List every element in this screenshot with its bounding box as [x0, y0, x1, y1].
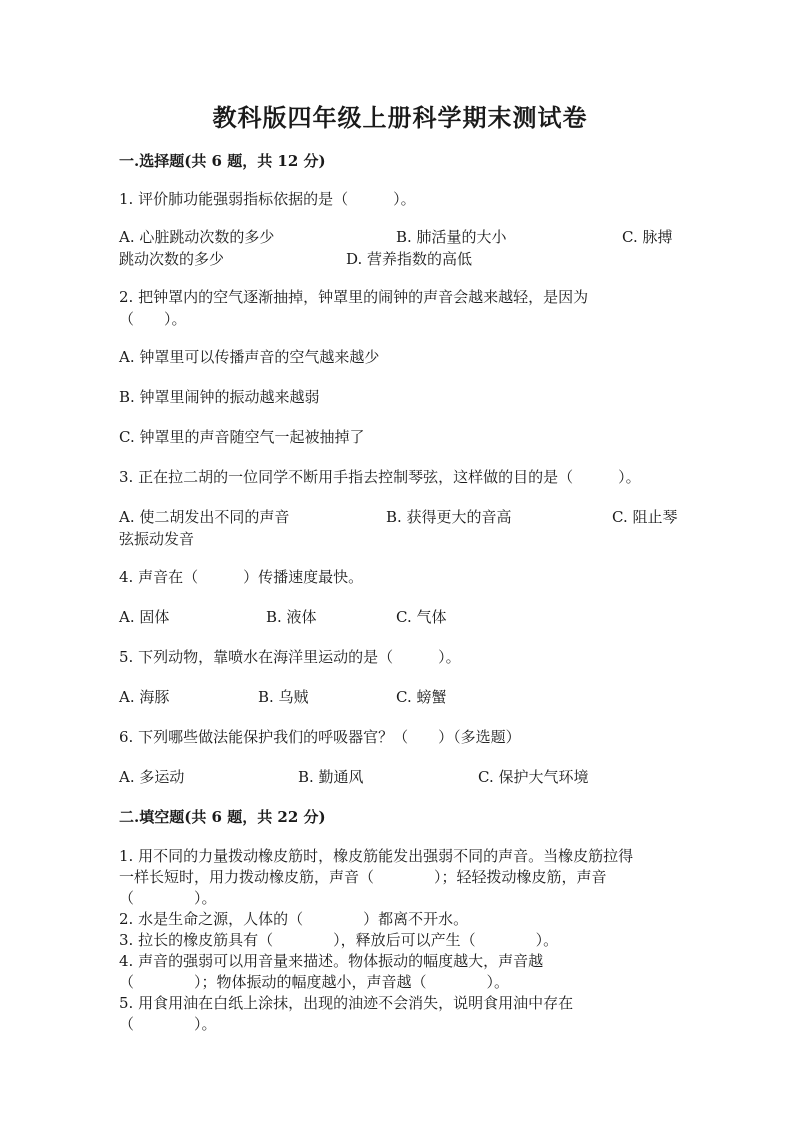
question-3-option-b: B. 获得更大的音高: [386, 508, 512, 526]
fill-question-1: 1. 用不同的力量拨动橡皮筋时，橡皮筋能发出强弱不同的声音。当橡皮筋拉得: [119, 847, 634, 865]
question-5-stem: 5. 下列动物，靠喷水在海洋里运动的是（ ）。: [119, 648, 461, 666]
question-1-option-d: D. 营养指数的高低: [346, 250, 473, 268]
fill-question-4: 4. 声音的强弱可以用音量来描述。物体振动的幅度越大，声音越: [119, 952, 544, 970]
question-3-option-c-cont: 弦振动发音: [119, 530, 195, 548]
fill-question-2: 2. 水是生命之源，人体的（ ）都离不开水。: [119, 910, 469, 928]
question-5-option-c: C. 螃蟹: [396, 688, 447, 706]
question-5-option-b: B. 乌贼: [258, 688, 309, 706]
question-3-option-a: A. 使二胡发出不同的声音: [119, 508, 290, 526]
question-6-option-c: C. 保护大气环境: [478, 768, 589, 786]
question-4-stem: 4. 声音在（ ）传播速度最快。: [119, 568, 364, 586]
fill-question-5-cont: （ ）。: [119, 1015, 217, 1033]
fill-question-1-cont: 一样长短时，用力拨动橡皮筋，声音（ ）；轻轻拨动橡皮筋，声音: [119, 868, 607, 886]
fill-question-5: 5. 用食用油在白纸上涂抹，出现的油迹不会消失，说明食用油中存在: [119, 994, 574, 1012]
question-2-stem: 2. 把钟罩内的空气逐渐抽掉，钟罩里的闹钟的声音会越来越轻，是因为: [119, 288, 589, 306]
fill-question-3: 3. 拉长的橡皮筋具有（ ），释放后可以产生（ ）。: [119, 931, 559, 949]
question-4-option-b: B. 液体: [266, 608, 317, 626]
section-heading-fill-blank: 二.填空题(共 6 题，共 22 分): [119, 808, 326, 826]
question-2-option-a: A. 钟罩里可以传播声音的空气越来越少: [119, 348, 380, 366]
question-2-option-c: C. 钟罩里的声音随空气一起被抽掉了: [119, 428, 365, 446]
question-1-option-c: C. 脉搏: [622, 228, 673, 246]
question-3-option-c: C. 阻止琴: [612, 508, 678, 526]
question-6-option-b: B. 勤通风: [298, 768, 364, 786]
question-1-option-b: B. 肺活量的大小: [396, 228, 507, 246]
question-2-stem-cont: （ ）。: [119, 310, 187, 328]
question-1-option-c-cont: 跳动次数的多少: [119, 250, 225, 268]
page-title: 教科版四年级上册科学期末测试卷: [212, 103, 588, 132]
question-1-option-a: A. 心脏跳动次数的多少: [119, 228, 275, 246]
question-6-stem: 6. 下列哪些做法能保护我们的呼吸器官？（ ）（多选题）: [119, 728, 521, 746]
question-2-option-b: B. 钟罩里闹钟的振动越来越弱: [119, 388, 320, 406]
fill-question-1-cont2: （ ）。: [119, 889, 217, 907]
question-4-option-a: A. 固体: [119, 608, 170, 626]
question-5-option-a: A. 海豚: [119, 688, 170, 706]
question-1-stem: 1. 评价肺功能强弱指标依据的是（ ）。: [119, 190, 416, 208]
fill-question-4-cont: （ ）；物体振动的幅度越小，声音越（ ）。: [119, 973, 510, 991]
section-heading-choice: 一.选择题(共 6 题，共 12 分): [119, 152, 326, 170]
question-6-option-a: A. 多运动: [119, 768, 185, 786]
question-4-option-c: C. 气体: [396, 608, 447, 626]
question-3-stem: 3. 正在拉二胡的一位同学不断用手指去控制琴弦，这样做的目的是（ ）。: [119, 468, 641, 486]
